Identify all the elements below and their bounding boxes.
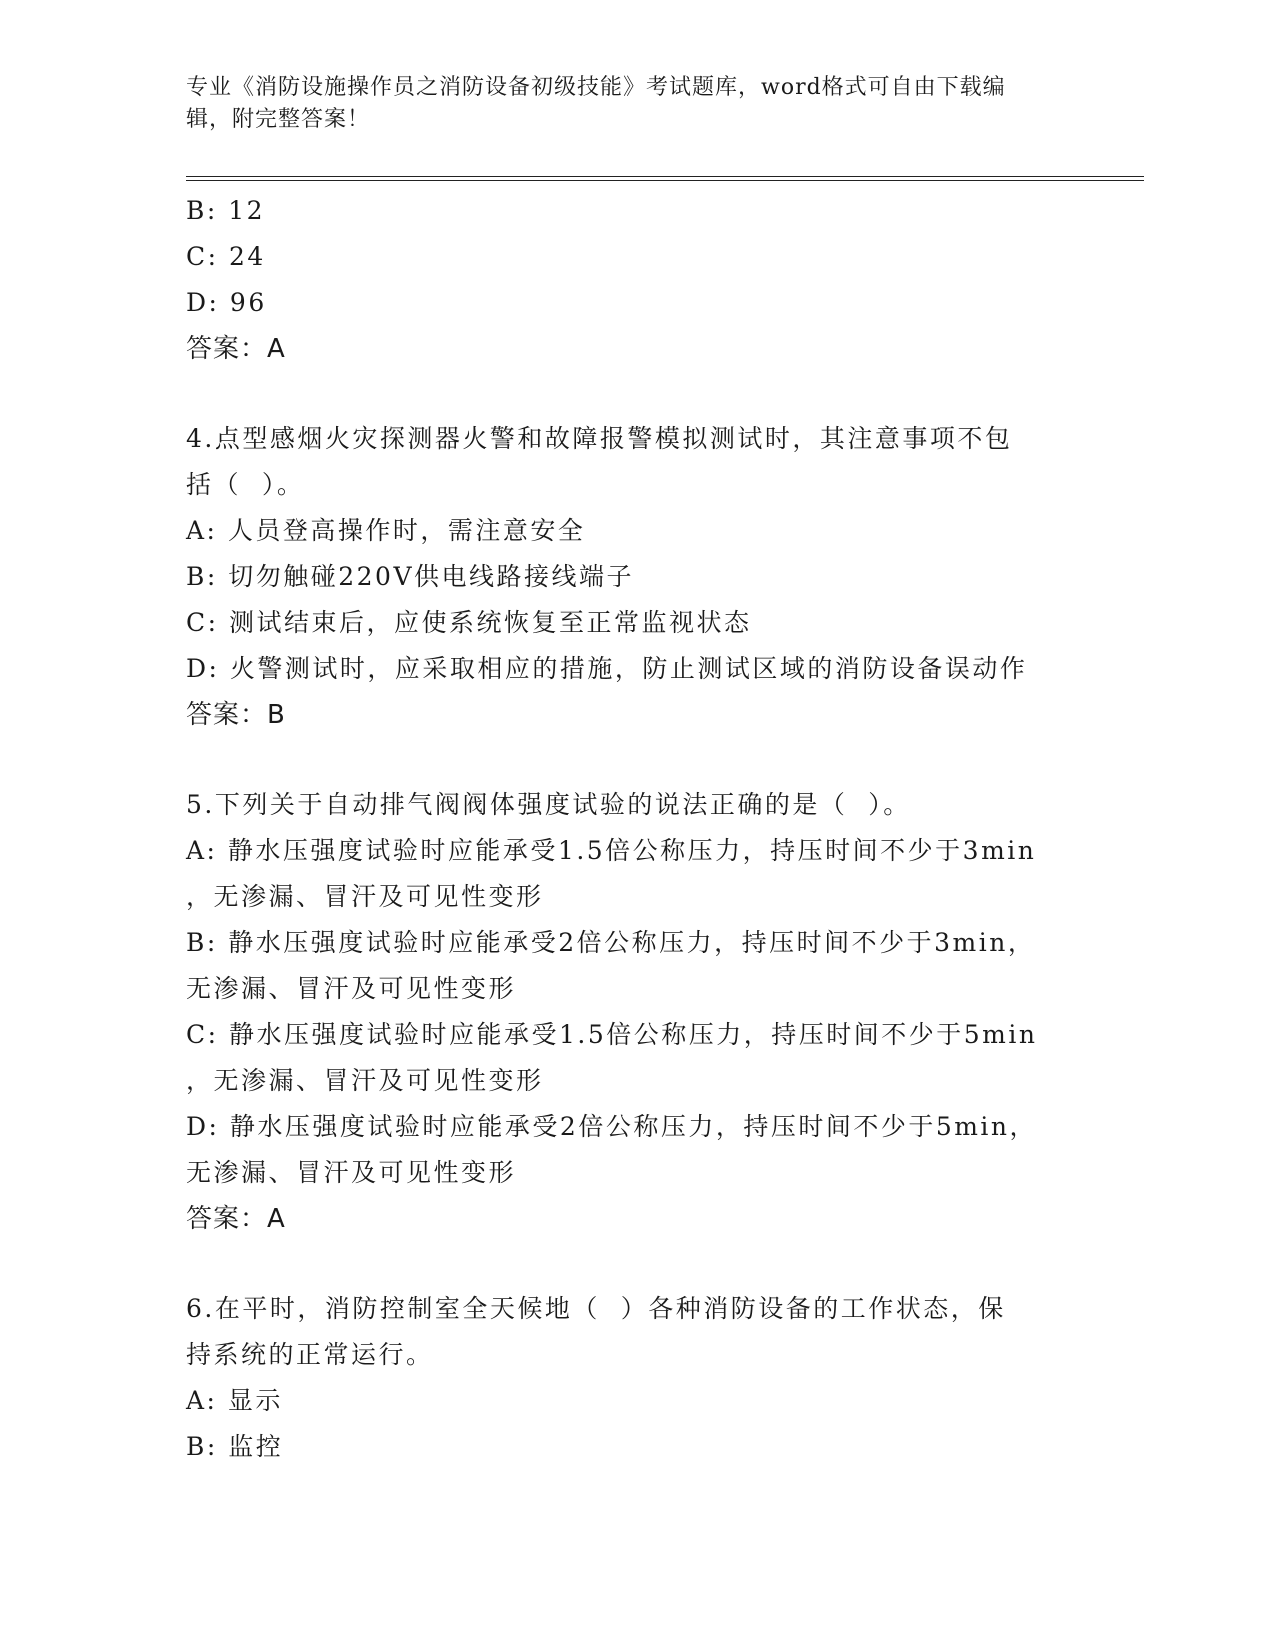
question-stem-cont: 括（ ）。 (186, 470, 305, 499)
question-4 (186, 416, 1086, 738)
option-b-cont: 无渗漏、冒汗及可见性变形 (186, 974, 517, 1003)
spacer (186, 372, 1086, 416)
question-6 (186, 1286, 1086, 1470)
spacer (186, 738, 1086, 782)
document-header (186, 72, 1066, 136)
question-stem: 5.下列关于自动排气阀阀体强度试验的说法正确的是（ ）。 (186, 790, 911, 819)
option-c: C: 测试结束后，应使系统恢复至正常监视状态 (186, 608, 752, 637)
answer: 答案：B (186, 700, 286, 730)
option-d-cont: 无渗漏、冒汗及可见性变形 (186, 1158, 517, 1187)
option-d: D: 火警测试时，应采取相应的措施，防止测试区域的消防设备误动作 (186, 654, 1028, 683)
header-divider (186, 176, 1144, 181)
option-a: A: 人员登高操作时，需注意安全 (186, 516, 586, 545)
question-content (186, 188, 1086, 1470)
question-stem: 4.点型感烟火灾探测器火警和故障报警模拟测试时，其注意事项不包 (186, 424, 1013, 453)
header-line-2: 辑，附完整答案！ (186, 107, 371, 132)
prev-question (186, 188, 1086, 372)
question-stem-cont: 持系统的正常运行。 (186, 1340, 434, 1369)
option-c-cont: ，无渗漏、冒汗及可见性变形 (186, 1066, 544, 1095)
option-c: C: 24 (186, 242, 266, 271)
option-d: D: 静水压强度试验时应能承受2倍公称压力，持压时间不少于5min， (186, 1112, 1038, 1141)
option-a-cont: ，无渗漏、冒汗及可见性变形 (186, 882, 544, 911)
option-b: B: 切勿触碰220V供电线路接线端子 (186, 562, 635, 591)
spacer (186, 1242, 1086, 1286)
option-c: C: 静水压强度试验时应能承受1.5倍公称压力，持压时间不少于5min (186, 1020, 1038, 1049)
option-a: A: 静水压强度试验时应能承受1.5倍公称压力，持压时间不少于3min (186, 836, 1037, 865)
option-b: B: 监控 (186, 1432, 284, 1461)
option-d: D: 96 (186, 288, 267, 317)
question-stem: 6.在平时，消防控制室全天候地（ ）各种消防设备的工作状态，保 (186, 1294, 1006, 1323)
option-b: B: 12 (186, 196, 266, 225)
answer: 答案：A (186, 1204, 286, 1234)
option-b: B: 静水压强度试验时应能承受2倍公称压力，持压时间不少于3min， (186, 928, 1036, 957)
header-line-1: 专业《消防设施操作员之消防设备初级技能》考试题库，word格式可自由下载编 (186, 75, 1006, 100)
question-5 (186, 782, 1086, 1242)
answer: 答案：A (186, 334, 286, 364)
option-a: A: 显示 (186, 1386, 283, 1415)
